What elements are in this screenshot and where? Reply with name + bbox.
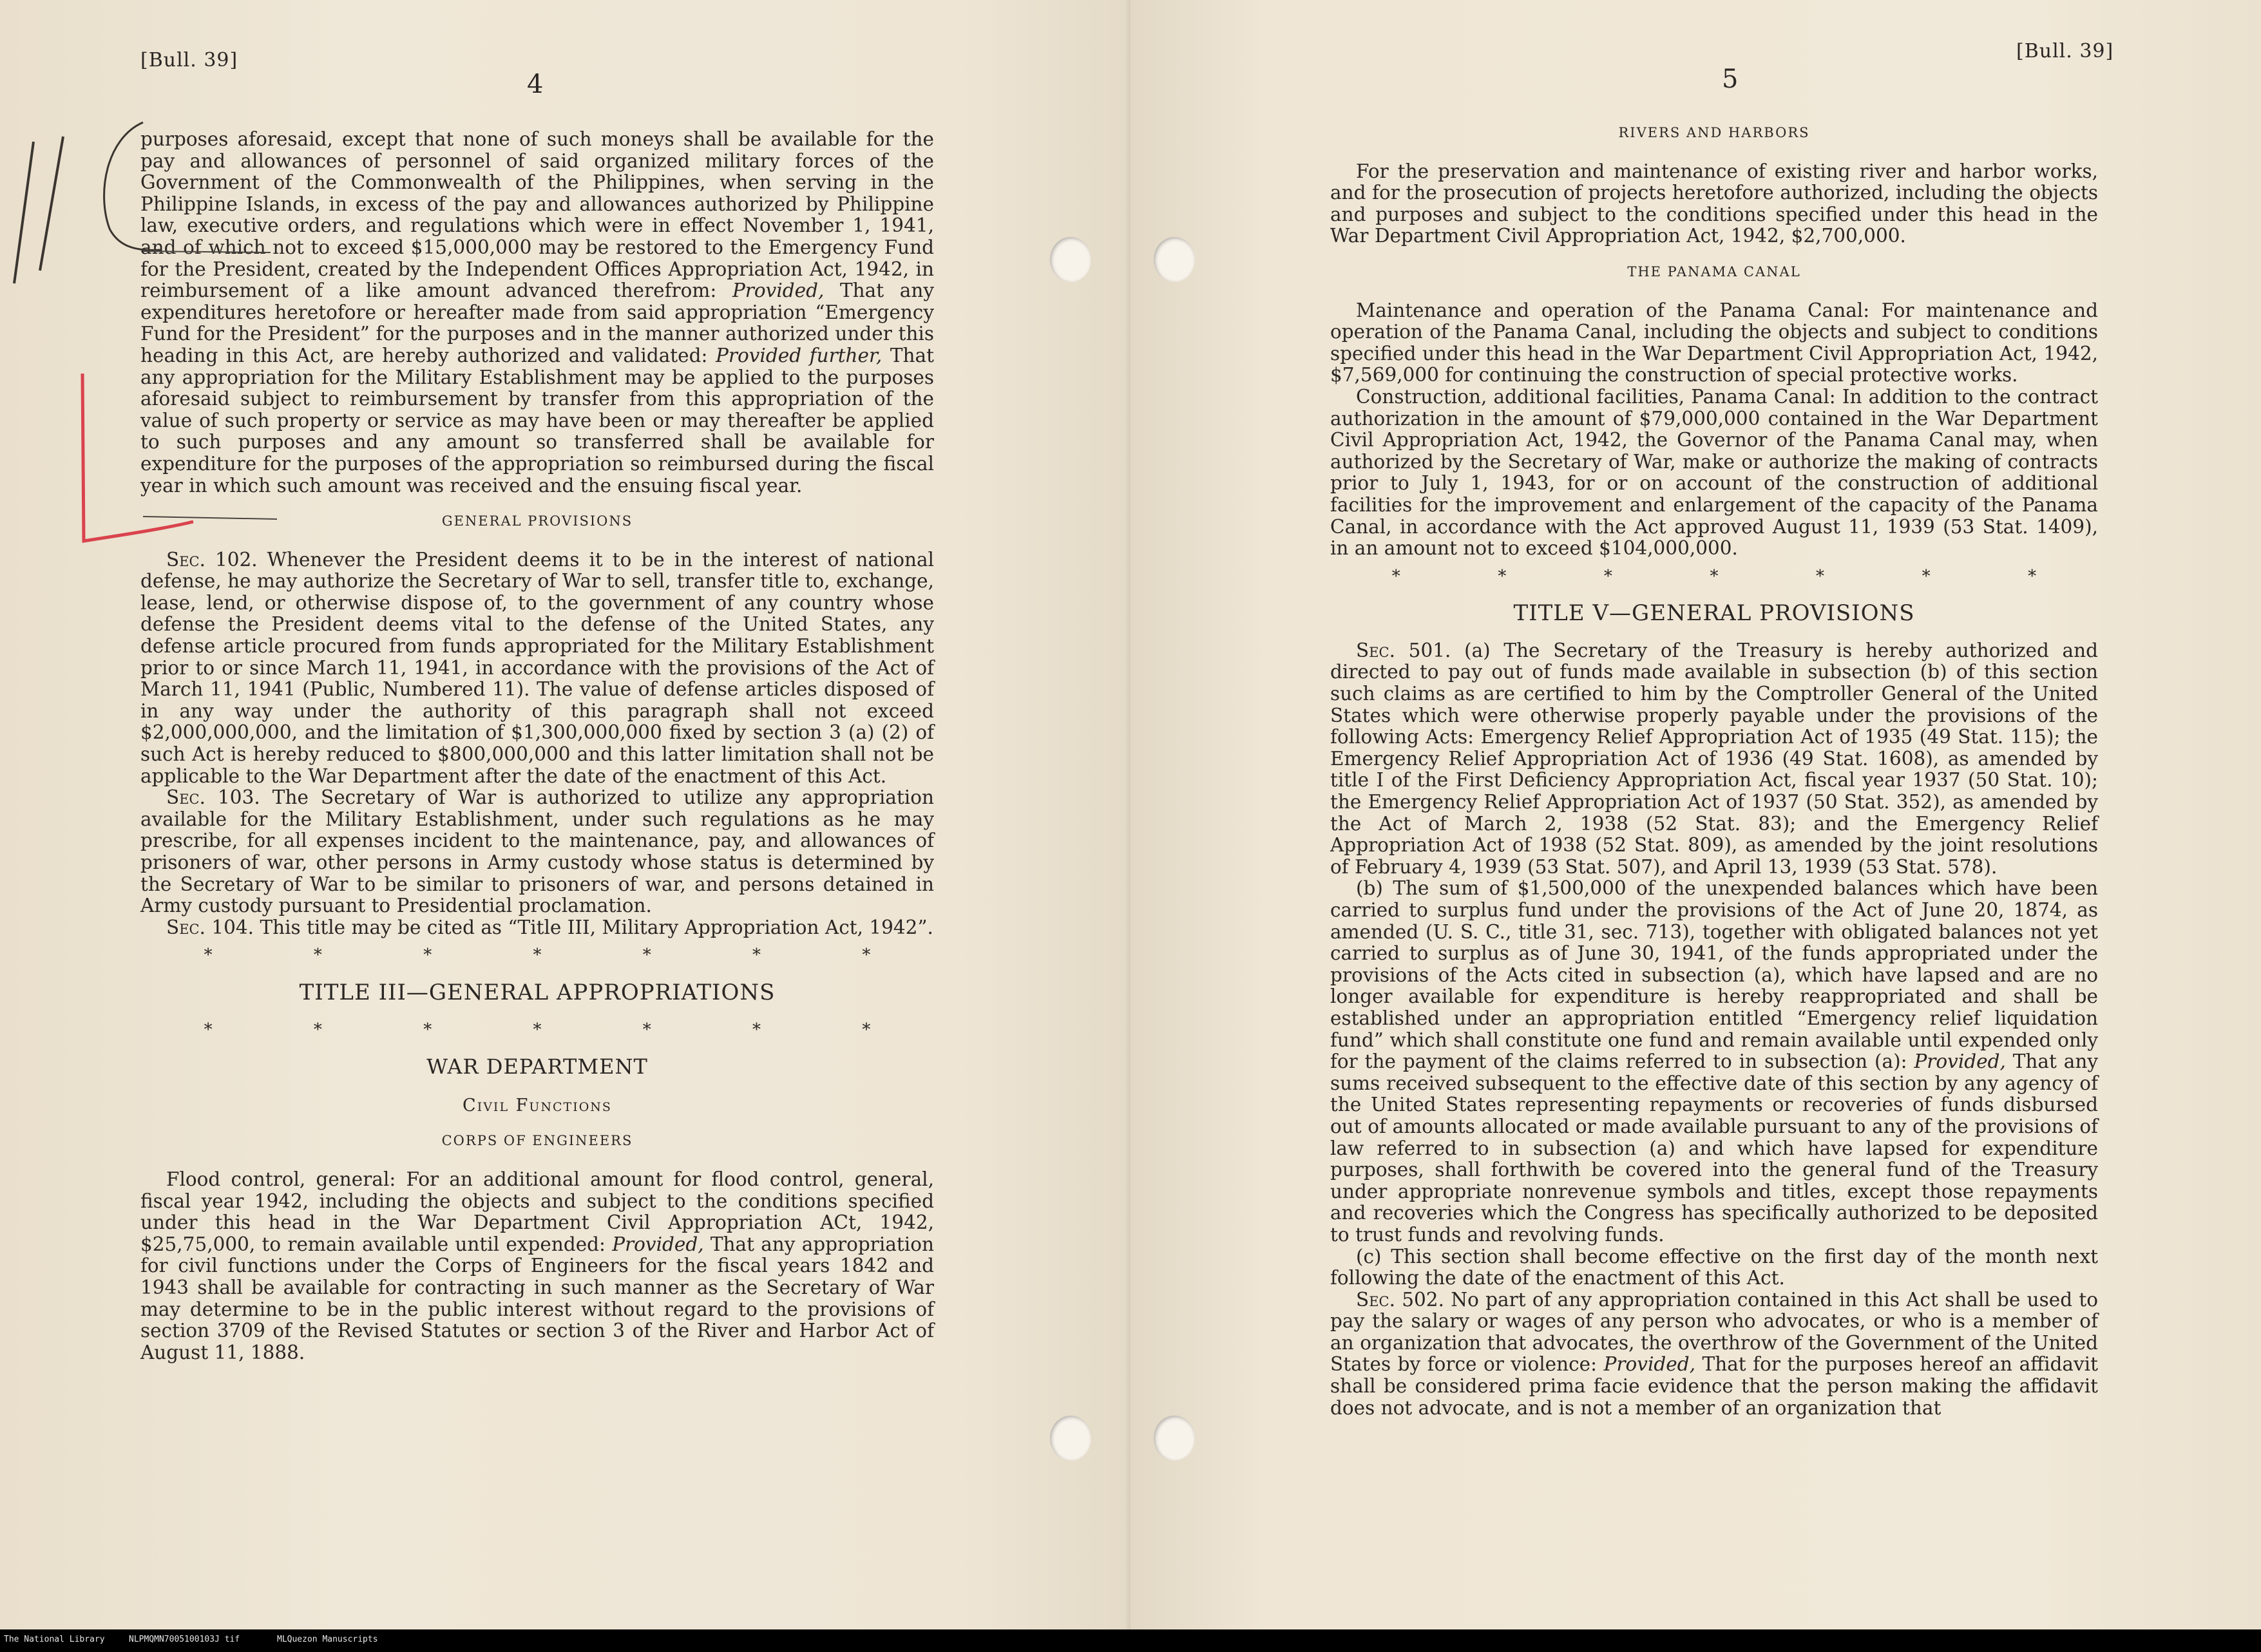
left-bulletin-number: [Bull. 39] [140, 49, 238, 71]
panama-canal-heading: THE PANAMA CANAL [1627, 263, 1801, 280]
red-pencil-bracket [82, 374, 193, 541]
footer-filename: NLPMQMN7005100103J tif [129, 1635, 240, 1644]
panama-construction-paragraph: Construction, additional facilities, Panama Canal: In addition to the contract authorization in the amount of $79,000,000 contained in the War Department Civil Appropriation Act, 1942, the Governor of the Panama Canal may, when authorized by the Secretary of War, make or authorize the making of contracts prior to July 1, 1943, for or on account of the construction of additional facilities for the improvement and enlargement of the capacity of the Panama Canal, in accordance with the Act approved August 11, 1939 (53 Stat. 1409), in an amount not to exceed $104,000,000. [1330, 385, 2098, 560]
underline-mark [143, 251, 271, 252]
title-v-heading: TITLE V—GENERAL PROVISIONS [1513, 600, 1915, 627]
section-501-c: (c) This section shall become effective on the first day of the month next following the date of the enactment of this Act. [1330, 1245, 2098, 1289]
pencil-mark [14, 142, 33, 283]
pencil-mark [40, 137, 63, 271]
underline-mark [143, 517, 277, 519]
section-103: Sec. 103. The Secretary of War is authorized to utilize any appropriation available for the Military Establishment, under such regulations as he may prescribe, for all expenses incident to the maintenance, pay, and allowances of prisoners of war, other persons in Army custody whose status is determined by the Secretary of War to be similar to prisoners of war, and persons detained in Army custody pursuant to Presidential proclamation. [140, 786, 934, 917]
star-divider: * * * * * * * [204, 1020, 871, 1040]
war-department-heading: WAR DEPARTMENT [426, 1054, 648, 1079]
continued-paragraph: purposes aforesaid, except that none of such moneys shall be available for the pay and allowances of personnel of said organized military forces of the Government of the Commonwealth of the Philippines, when serving in the Philippine Islands, in excess of the pay and allowances authorized by Philippine law, executive orders, and regulations which were in effect November 1, 1941, and of which not to exceed $15,000,000 may be restored to the Emergency Fund for the President, created by the Independent Offices Appropriation Act, 1942, in reimbursement of a like amount advanced therefrom: Provided, That any expenditures heretofore or hereafter made from said appropriation “Emergency Fund for the President” for the purposes and in the manner authorized under this heading in this Act, are hereby authorized and validated: Provided further, That any appropriation for the Military Establishment may be applied to the purposes aforesaid subject to reimbursement by transfer from this appropriation of the value of such property or service as may have been or may thereafter be applied to such purposes and any amount so transferred shall be available for expenditure for the purposes of the appropriation so reimbursed during the fiscal year in which such amount was received and the ensuing fiscal year. [140, 128, 934, 497]
star-divider: * * * * * * * [204, 945, 871, 965]
section-501-b: (b) The sum of $1,500,000 of the unexpended balances which have been carried to surplus fund under the provisions of the Act of June 20, 1874, as amended (U. S. C., title 31, sec. 713), together with obligated balances not yet carried to surplus as of June 30, 1941, of the funds appropriated under the provisions of the Acts cited in subsection (a), which have lapsed and are no longer available for expenditure is hereby reappropriated and shall be established under an appropriation entitled “Emergency relief liquidation fund” which shall constitute one fund and remain available until expended only for the payment of the claims referred to in subsection (a): Provided, That any sums received subsequent to the effective date of this section by any agency of the United States representing repayments or recoveries of funds disbursed out of amounts allocated or made available pursuant to any of the provisions of law referred to in subsection (a) and which have lapsed for expenditure purposes, shall forthwith be covered into the general fund of the Treasury under appropriate nonrevenue symbols and titles, except those repayments and recoveries which the Congress has specifically authorized to be deposited to trust funds and revolving funds. [1330, 877, 2098, 1246]
scan-footer [0, 1629, 2261, 1652]
section-501-a: Sec. 501. (a) The Secretary of the Treasury is hereby authorized and directed to pay out of funds made available in subsection (b) of this section such claims as are certified to him by the Comptroller General of the United States which were otherwise properly payable under the provisions of the following Acts: Emergency Relief Appropriation Act of 1935 (49 Stat. 115); the Emergency Relief Appropriation Act of 1936 (49 Stat. 1608), as amended by title I of the First Deficiency Appropriation Act, fiscal year 1937 (50 Stat. 10); the Emergency Relief Appropriation Act of 1937 (50 Stat. 352), as amended by the Act of March 2, 1938 (52 Stat. 83); and the Emergency Relief Appropriation Act of 1938 (52 Stat. 809), as amended by the joint resolutions of February 4, 1939 (53 Stat. 507), and April 13, 1939 (53 Stat. 578). [1330, 639, 2098, 878]
title-iii-heading: TITLE III—GENERAL APPROPRIATIONS [299, 979, 776, 1005]
section-502: Sec. 502. No part of any appropriation contained in this Act shall be used to pay the salary or wages of any person who advocates, or who is a member of an organization that advocates, the overthrow of the Government of the United States by force or violence: Provided, That for the purposes hereof an affidavit shall be considered prima facie evidence that the person making the affidavit does not advocate, and is not a member of an organization that [1330, 1288, 2099, 1419]
footer-collection: MLQuezon Manuscripts [277, 1635, 378, 1644]
panama-maintenance-paragraph: Maintenance and operation of the Panama Canal: For maintenance and operation of the Panama Canal, including the objects and subject to conditions specified under this head in the War Department Civil Appropriation Act, 1942, $7,569,000 for continuing the construction of special protective works. [1330, 299, 2098, 386]
general-provisions-heading: GENERAL PROVISIONS [441, 513, 633, 529]
section-104: Sec. 104. This title may be cited as “Title III, Military Appropriation Act, 1942”. [166, 916, 933, 938]
flood-control-paragraph: Flood control, general: For an additional amount for flood control, general, fiscal year 1942, including the objects and subject to the conditions specified under this head in the War Department Civil Appropriation ACt, 1942, $25,75,000, to remain available until expended: Provided, That any appropriation for civil functions under the Corps of Engineers for the fiscal years 1842 and 1943 shall be available for contracting in such manner as the Secretary of War may determine to be in the public interest without regard to the provisions of section 3709 of the Revised Statutes or section 3 of the River and Harbor Act of August 11, 1888. [140, 1168, 934, 1363]
right-bulletin-number: [Bull. 39] [2016, 40, 2114, 62]
star-divider: * * * * * * * [1391, 566, 2037, 586]
section-102: Sec. 102. Whenever the President deems it to be in the interest of national defense, he may authorize the Secretary of War to sell, transfer title to, exchange, lease, lend, or otherwise dispose of, to the government of any country whose defense the President deems vital to the defense of the United States, any defense article procured from funds appropriated for the Military Establishment prior to or since March 11, 1941, in accordance with the provisions of the Act of March 11, 1941 (Public, Numbered 11). The value of defense articles disposed of in any way under the authority of this paragraph shall not exceed $2,000,000,000, and the limitation of $1,300,000,000 fixed by section 3 (a) (2) of such Act is hereby reduced to $800,000,000 and this latter limitation shall not be applicable to the War Department after the date of the enactment of this Act. [140, 548, 934, 787]
rivers-paragraph: For the preservation and maintenance of existing river and harbor works, and for the prosecution of projects heretofore authorized, including the objects and purposes and subject to the conditions specified under this head in the War Department Civil Appropriation Act, 1942, $2,700,000. [1330, 160, 2098, 247]
footer-library: The National Library [4, 1635, 105, 1644]
pencil-bracket [104, 122, 161, 250]
right-page-number: 5 [1722, 64, 1739, 94]
civil-functions-heading: Civil Functions [463, 1095, 612, 1116]
left-page-number: 4 [527, 70, 544, 99]
rivers-and-harbors-heading: RIVERS AND HARBORS [1618, 125, 1810, 140]
corps-of-engineers-heading: CORPS OF ENGINEERS [441, 1133, 633, 1149]
